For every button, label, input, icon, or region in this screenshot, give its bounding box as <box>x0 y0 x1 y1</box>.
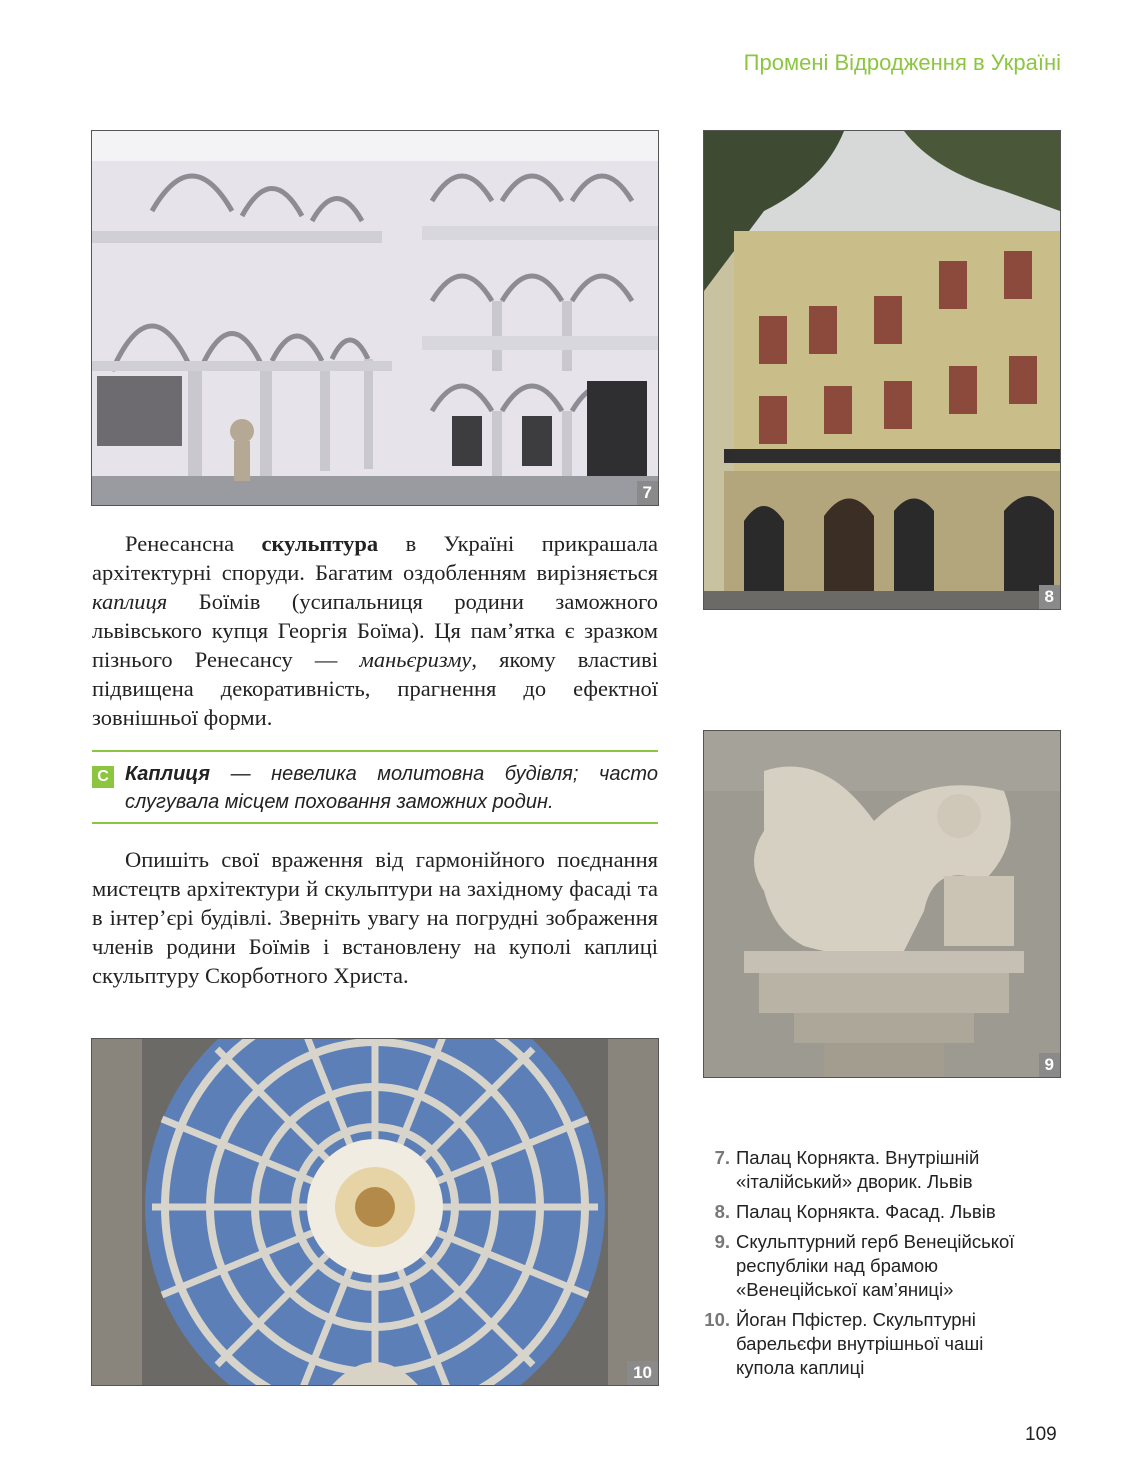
caption-item <box>702 1308 1042 1380</box>
definition-text <box>125 760 658 816</box>
definition-letter-icon: С <box>92 766 114 788</box>
text-span: , якому властиві підвищена декоративність, прагнення до ефектної зовнішньої форми. <box>92 647 659 730</box>
task-text: Опишіть свої враження від гармонійного поєднання мистецтв архітектури й скульптури на західному фасаді та в інтер’єрі будівлі. Зверніть увагу на погрудні зображення членів родини Боїмів і встановлену на куполі каплиці скульптуру Скорботного Христа. <box>92 847 658 988</box>
figure-9-lion-relief-photo <box>703 730 1061 1078</box>
paragraph-task <box>92 845 658 990</box>
caption-number: 7. <box>714 1147 730 1168</box>
lion-relief-image <box>704 731 1060 1077</box>
caption-item <box>702 1200 1042 1224</box>
paragraph-sculpture <box>92 529 658 732</box>
caption-text: Палац Корнякта. Фасад. Львів <box>736 1201 996 1222</box>
caption-text: Йоган Пфістер. Скульптурні барельєфи внутрішньої чаші купола каплиці <box>736 1309 984 1378</box>
caption-number: 8. <box>714 1201 730 1222</box>
definition-term: Каплиця <box>125 763 210 785</box>
caption-text: Скульптурний герб Венеційської республіки над брамою «Венеційської кам’яниці» <box>736 1231 1015 1300</box>
text-span: Боїмів (усипальниця родини заможного львівського купця Георгія Боїма). Ця пам’ятка є зразком пізнього Ренесансу — <box>92 589 658 672</box>
figure-number: 8 <box>1039 585 1060 609</box>
figure-captions <box>702 1146 1042 1386</box>
italic-term: каплиця <box>92 589 168 614</box>
figure-7-courtyard-photo <box>91 130 659 506</box>
page-number: 109 <box>1025 1424 1057 1445</box>
figure-number: 7 <box>637 481 658 505</box>
caption-number: 9. <box>714 1231 730 1252</box>
facade-image <box>704 131 1060 609</box>
dome-image <box>92 1039 658 1385</box>
definition-box <box>92 750 658 824</box>
figure-number: 9 <box>1039 1053 1060 1077</box>
running-header: Промені Відродження в Україні <box>743 50 1061 75</box>
text-span: в Україні прикрашала архітектурні споруди. Багатим оздобленням вирізняється <box>92 531 658 585</box>
caption-item <box>702 1146 1042 1194</box>
caption-number: 10. <box>704 1309 730 1330</box>
figure-8-facade-photo <box>703 130 1061 610</box>
bold-term: скульптура <box>261 531 379 556</box>
figure-number: 10 <box>627 1361 658 1385</box>
caption-item <box>702 1230 1042 1302</box>
text-span: Ренесансна <box>125 531 262 556</box>
courtyard-image <box>92 131 658 505</box>
definition-body: — невелика молитовна будівля; часто слугувала місцем поховання заможних родин. <box>125 763 658 813</box>
italic-term: маньєризму <box>359 647 472 672</box>
figure-10-dome-photo <box>91 1038 659 1386</box>
caption-text: Палац Корнякта. Внутрішній «італійський» дворик. Львів <box>736 1147 980 1192</box>
